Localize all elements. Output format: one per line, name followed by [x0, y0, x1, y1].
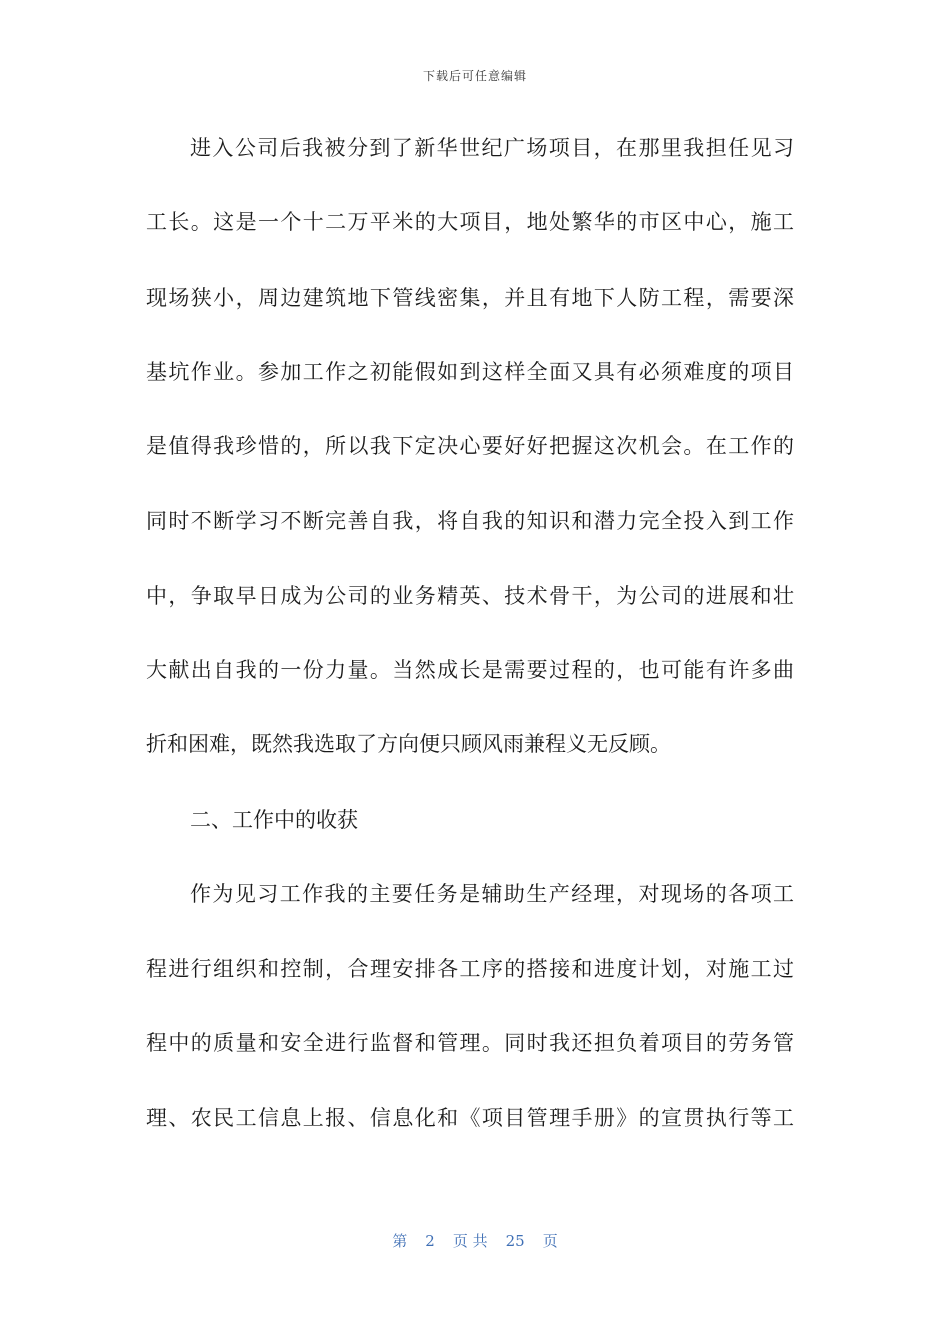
- footer-page-number: 2: [425, 1232, 435, 1250]
- paragraph-1-line-8: 大献出自我的一份力量。当然成长是需要过程的，也可能有许多曲: [146, 658, 794, 682]
- footer-total-pages: 25: [505, 1232, 525, 1250]
- footer-ye: 页: [542, 1232, 558, 1250]
- paragraph-2-line-1: 作为见习工作我的主要任务是辅助生产经理，对现场的各项工: [190, 882, 794, 906]
- header-note: 下载后可任意编辑: [422, 69, 527, 83]
- footer-di: 第: [392, 1232, 408, 1250]
- paragraph-1-line-1: 进入公司后我被分到了新华世纪广场项目，在那里我担任见习: [190, 136, 794, 160]
- paragraph-1-line-7: 中，争取早日成为公司的业务精英、技术骨干，为公司的进展和壮: [146, 584, 794, 608]
- page-footer: [0, 1230, 950, 1251]
- paragraph-1-line-2: 工长。这是一个十二万平米的大项目，地处繁华的市区中心，施工: [146, 210, 794, 234]
- paragraph-1-line-9: 折和困难，既然我选取了方向便只顾风雨兼程义无反顾。: [146, 732, 671, 756]
- paragraph-2-line-3: 程中的质量和安全进行监督和管理。同时我还担负着项目的劳务管: [146, 1031, 794, 1055]
- paragraph-1-line-3: 现场狭小，周边建筑地下管线密集，并且有地下人防工程，需要深: [146, 286, 794, 310]
- paragraph-1-line-5: 是值得我珍惜的，所以我下定决心要好好把握这次机会。在工作的: [146, 434, 794, 458]
- paragraph-1-line-6: 同时不断学习不断完善自我，将自我的知识和潜力完全投入到工作: [146, 509, 794, 533]
- footer-ye-gong: 页 共: [452, 1232, 488, 1250]
- paragraph-2-line-2: 程进行组织和控制，合理安排各工序的搭接和进度计划，对施工过: [146, 957, 794, 981]
- section-heading: 二、工作中的收获: [190, 808, 358, 832]
- paragraph-2-line-4: 理、农民工信息上报、信息化和《项目管理手册》的宣贯执行等工: [146, 1106, 794, 1130]
- paragraph-1-line-4: 基坑作业。参加工作之初能假如到这样全面又具有必须难度的项目: [146, 360, 794, 384]
